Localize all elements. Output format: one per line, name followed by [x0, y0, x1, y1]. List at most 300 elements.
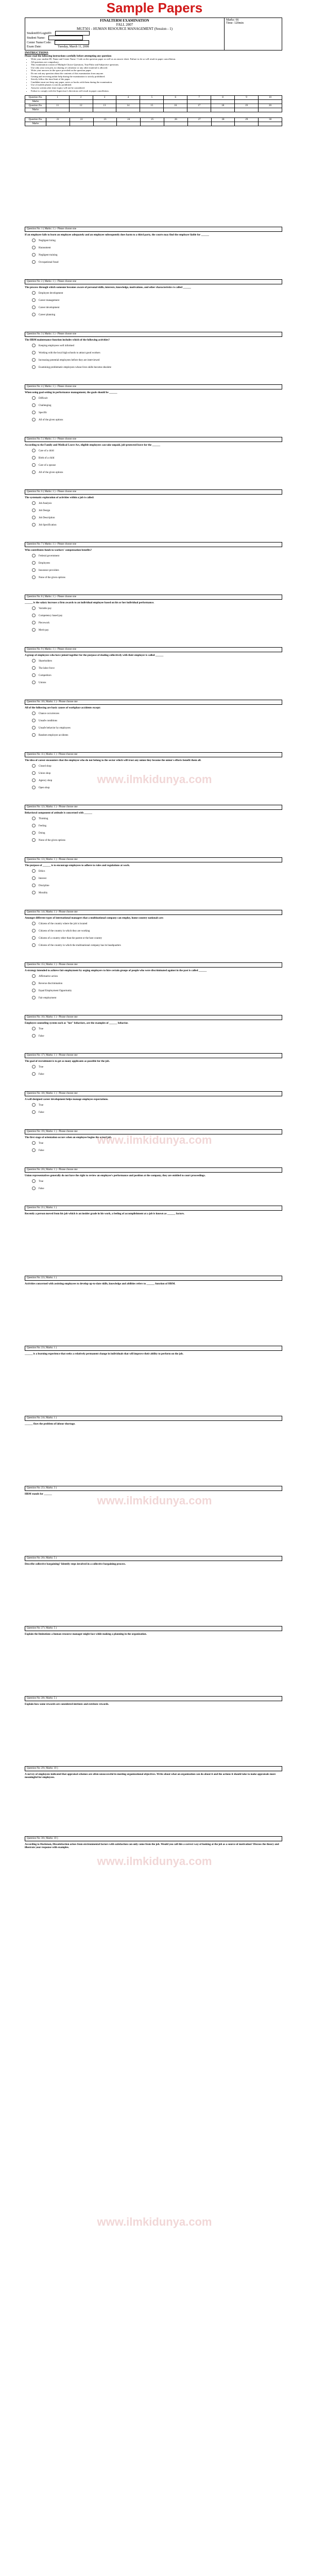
answer-option-label: Interest: [39, 877, 46, 880]
question-text: According to the Family and Medical Leave Act, eligible employees can take unpaid, job-protected leave for the ______: [25, 444, 161, 447]
answer-option[interactable]: [25, 928, 282, 935]
answer-option[interactable]: [25, 868, 282, 875]
radio-button-icon[interactable]: [32, 306, 36, 309]
answer-option[interactable]: [25, 980, 282, 988]
answer-option-label: Care of a spouse: [39, 464, 56, 467]
answer-option-label: True: [39, 1104, 44, 1107]
answer-option-label: None of the given options: [39, 839, 65, 842]
answer-option-label: Union shop: [39, 772, 51, 775]
answer-option-label: Working with the local high schools to attract good workers: [39, 352, 100, 354]
answer-option[interactable]: [25, 665, 282, 672]
answer-option-label: False: [39, 1111, 44, 1114]
answer-option[interactable]: [25, 402, 282, 410]
answer-option[interactable]: [25, 507, 282, 515]
exam-date-field: Exam Date: Tuesday, March 11, 2008: [27, 45, 89, 48]
answer-option[interactable]: [25, 1102, 282, 1109]
answer-option-label: Job Specification: [39, 524, 57, 527]
exam-title: FINALTERM EXAMINATION: [100, 19, 149, 23]
answer-option[interactable]: [25, 605, 282, 613]
answer-option-label: Citizens of the country where the job is located: [39, 923, 88, 925]
radio-button-icon[interactable]: [32, 628, 36, 632]
question-block: [25, 227, 282, 266]
answer-option-label: Unions: [39, 682, 46, 684]
question-block: [25, 1053, 282, 1078]
answer-option[interactable]: [25, 515, 282, 522]
radio-button-icon[interactable]: [32, 981, 36, 985]
answer-option[interactable]: [25, 245, 282, 252]
answer-option-label: Open shop: [39, 787, 50, 789]
watermark-text: www.ilmkidunya.com: [97, 2215, 212, 2228]
question-block: [25, 1836, 282, 1850]
radio-button-icon[interactable]: [32, 606, 36, 610]
question-text: Amongst different types of international managers that a multinational company can employ, home country nationals are:: [25, 917, 164, 920]
instructions-list: [25, 58, 282, 92]
answer-option[interactable]: [25, 942, 282, 950]
question-block: [25, 384, 282, 424]
question-header: Question No: 2 ( Marks: 1 ) - Please choose one: [25, 279, 282, 284]
radio-button-icon[interactable]: [32, 621, 36, 624]
question-text: The HRM maintenance function includes which of the following activities?: [25, 338, 110, 342]
question-text: According to Hackman, Dissatisfaction arises from environmental factors with satisfaction can only come from the job. Would you call this a correct way of looking at the job as a source of motivation? Discuss the theory and illustrate your response with examples.: [25, 1843, 279, 1849]
answer-option[interactable]: [25, 500, 282, 507]
answer-option-label: Reverse discrimination: [39, 982, 63, 985]
sample-papers-banner: [0, 0, 309, 15]
radio-button-icon[interactable]: [32, 358, 36, 362]
question-block: [25, 805, 282, 844]
answer-option[interactable]: [25, 252, 282, 259]
answer-option-label: False: [39, 1188, 44, 1190]
answer-option[interactable]: [25, 410, 282, 417]
instruction-item: • Answers written after time expiry will not be considered.: [31, 87, 282, 90]
answer-option[interactable]: [25, 417, 282, 424]
answer-option[interactable]: [25, 259, 282, 266]
answer-option-label: None of the given options: [39, 577, 65, 579]
answer-option-label: Variable pay: [39, 607, 52, 610]
question-text: HRM stands for ______: [25, 1493, 52, 1496]
question-text: A strategy intended to achieve fair employment by urging employers to hire certain groups of people who were discriminated against in the past is called ______: [25, 969, 207, 972]
question-text: Who contributes funds to workers' compensation benefits?: [25, 549, 92, 552]
question-text: A survey of employees indicated that appraisal schemes are often unsuccessful in meeting organizational objectives. Write about what an organization can do about it and the actions it should take to make appraisals more meaningful for employees.: [25, 1773, 276, 1779]
question-block: [25, 1346, 282, 1357]
center-name-field[interactable]: Center Name/Code:: [27, 40, 222, 45]
answer-option[interactable]: [25, 312, 282, 319]
banner-title: Sample Papers: [106, 0, 203, 15]
answer-option[interactable]: [25, 448, 282, 455]
answer-option[interactable]: [25, 395, 282, 402]
question-header: Question No: 28 ( Marks: 5 ): [25, 1696, 282, 1701]
course-name: MGT501 - HUMAN RESOURCE MANAGEMENT (Session - 1): [77, 27, 173, 31]
answer-option-label: Difficult: [39, 397, 48, 400]
radio-button-icon[interactable]: [32, 403, 36, 407]
question-header: Question No: 22 ( Marks: 1 ): [25, 1276, 282, 1281]
answer-option[interactable]: [25, 1109, 282, 1116]
answer-option[interactable]: [25, 1033, 282, 1040]
question-text: Recently a person moved from his job which is an insider grade in his work, a feeling of accomplishment at a job is known as ______ factors.: [25, 1212, 185, 1215]
instruction-item: • Write your student ID, Name and Center Name / Code on the question paper as well as on answer sheet. Failure to do so will result in paper cancellation.: [31, 58, 282, 61]
answer-option-label: Competency based pay: [39, 615, 63, 617]
answer-option[interactable]: [25, 672, 282, 680]
radio-button-icon[interactable]: [32, 817, 36, 820]
exam-header: [25, 18, 282, 126]
answer-option[interactable]: [25, 455, 282, 462]
radio-button-icon[interactable]: [32, 876, 36, 880]
answer-option[interactable]: [25, 732, 282, 739]
instruction-item: • Failure to comply with the Supervisor's directions will result in paper cancellation.: [31, 90, 282, 93]
question-header: Question No: 27 ( Marks: 5 ): [25, 1626, 282, 1631]
answer-option-label: Keeping employees well informed: [39, 345, 75, 347]
radio-button-icon[interactable]: [32, 260, 36, 264]
radio-button-icon[interactable]: [32, 365, 36, 369]
answer-option-label: Citizens of the country in which the multinational company has its headquarters: [39, 944, 121, 947]
radio-button-icon[interactable]: [32, 575, 36, 579]
answer-option[interactable]: [25, 357, 282, 364]
question-header: Question No: 9 ( Marks: 1 ) - Please choose one: [25, 647, 282, 652]
radio-button-icon[interactable]: [32, 824, 36, 827]
radio-button-icon[interactable]: [32, 396, 36, 400]
question-text: ______ fixes the problem of labour shortage.: [25, 1422, 76, 1426]
answer-option-label: False: [39, 1149, 44, 1152]
instruction-item: • All questions are compulsory.: [31, 61, 282, 64]
question-text: Employee counseling system such as "hot" behaviors, are the examples of ______ behavior.: [25, 1022, 129, 1025]
answer-option-label: Unsafe conditions: [39, 720, 58, 722]
radio-button-icon[interactable]: [32, 681, 36, 684]
question-header: Question No: 7 ( Marks: 1 ) - Please choose one: [25, 542, 282, 547]
answer-option-label: Harassment: [39, 247, 51, 249]
answer-option-label: Feeling: [39, 825, 46, 827]
question-header: Question No: 14 ( Marks: 1 ) - Please choose one: [25, 910, 282, 915]
question-block: [25, 1015, 282, 1040]
question-text: The idea of career encounters that the employee who do not belong to the sector which will trust any union they become the union's efforts benefit them all.: [25, 759, 201, 762]
answer-option[interactable]: [25, 883, 282, 890]
answer-option[interactable]: [25, 710, 282, 718]
radio-button-icon[interactable]: [32, 666, 36, 670]
question-text: Explain how some rewards are considered intrinsic and extrinsic rewards.: [25, 1703, 109, 1706]
answer-option-label: Thinking: [39, 818, 48, 820]
answer-option[interactable]: [25, 553, 282, 560]
answer-option[interactable]: [25, 658, 282, 665]
answer-option-label: Negligent training: [39, 254, 58, 257]
question-block: [25, 1766, 282, 1780]
question-text: The systematic exploration of activities within a job is called:: [25, 496, 94, 499]
radio-button-icon[interactable]: [32, 418, 36, 421]
question-block: [25, 542, 282, 582]
question-text: Describe collective bargaining? Identify steps involved in a collective bargaining process.: [25, 1563, 126, 1566]
radio-button-icon[interactable]: [32, 298, 36, 302]
radio-button-icon[interactable]: [32, 786, 36, 789]
answer-option-label: True: [39, 1142, 44, 1145]
radio-button-icon[interactable]: [32, 501, 36, 505]
radio-button-icon[interactable]: [32, 554, 36, 557]
question-header: Question No: 17 ( Marks: 1 ) - Please choose one: [25, 1053, 282, 1058]
student-id-field[interactable]: StudentID/LoginID:: [27, 31, 222, 36]
answer-option-label: True: [39, 1180, 44, 1183]
radio-button-icon[interactable]: [32, 1065, 36, 1069]
question-header: Question No: 18 ( Marks: 1 ) - Please choose one: [25, 1091, 282, 1096]
watermark-text: www.ilmkidunya.com: [97, 1133, 212, 1146]
radio-button-icon[interactable]: [32, 838, 36, 842]
radio-button-icon[interactable]: [32, 523, 36, 527]
answer-option-label: Discipline: [39, 885, 49, 887]
answer-option-label: Employee development: [39, 292, 63, 295]
question-block: [25, 1556, 282, 1567]
answer-option-label: Closed shop: [39, 765, 52, 768]
question-block: [25, 595, 282, 634]
radio-button-icon[interactable]: [32, 989, 36, 992]
instructions-intro: Please read the following instructions carefully before attempting any question:: [25, 55, 112, 58]
radio-button-icon[interactable]: [32, 764, 36, 768]
answer-option[interactable]: [25, 1185, 282, 1193]
answer-option[interactable]: [25, 935, 282, 942]
question-header: Question No: 13 ( Marks: 1 ) - Please choose one: [25, 857, 282, 862]
answer-option[interactable]: [25, 627, 282, 634]
answer-option-label: Care of a child: [39, 450, 54, 452]
answer-option-label: Citizens of the country in which they are working: [39, 930, 90, 933]
question-header: Question No: 5 ( Marks: 1 ) - Please choose one: [25, 437, 282, 442]
radio-button-icon[interactable]: [32, 1103, 36, 1107]
answer-option-label: Challenging: [39, 404, 52, 407]
radio-button-icon[interactable]: [32, 869, 36, 873]
question-block: [25, 437, 282, 477]
answer-option[interactable]: [25, 290, 282, 297]
radio-button-icon[interactable]: [32, 1072, 36, 1076]
question-header: Question No: 3 ( Marks: 1 ) - Please choose one: [25, 332, 282, 337]
instruction-item: • Write your answers in the space provided on the question paper.: [31, 69, 282, 72]
radio-button-icon[interactable]: [32, 659, 36, 663]
answer-option-label: Unsafe behavior by employees: [39, 727, 71, 730]
question-block: [25, 1276, 282, 1286]
answer-option-label: Competitors: [39, 674, 52, 677]
marks-label: Marks: 66: [226, 19, 239, 22]
answer-option[interactable]: [25, 995, 282, 1002]
answer-option[interactable]: [25, 567, 282, 574]
answer-option[interactable]: [25, 988, 282, 995]
question-header: Question No: 23 ( Marks: 1 ): [25, 1346, 282, 1351]
question-text: ______ is a learning experience that seeks a relatively permanent change in individuals that will improve their ability to perform on the job.: [25, 1352, 184, 1355]
answer-option[interactable]: [25, 1178, 282, 1185]
radio-button-icon[interactable]: [32, 246, 36, 249]
answer-option[interactable]: [25, 574, 282, 582]
answer-option[interactable]: [25, 613, 282, 620]
radio-button-icon[interactable]: [32, 291, 36, 295]
radio-button-icon[interactable]: [32, 456, 36, 460]
answer-option[interactable]: [25, 680, 282, 687]
radio-button-icon[interactable]: [32, 726, 36, 730]
radio-button-icon[interactable]: [32, 711, 36, 715]
question-text: All of the following are basic causes of workplace accidents except:: [25, 706, 101, 709]
answer-option[interactable]: [25, 725, 282, 732]
answer-option-label: Affirmative action: [39, 975, 58, 978]
instruction-item: • Getting and receiving unfair help during the examination is strictly prohibited.: [31, 75, 282, 78]
answer-option-label: Fair employment: [39, 997, 57, 999]
radio-button-icon[interactable]: [32, 1110, 36, 1114]
radio-button-icon[interactable]: [32, 974, 36, 978]
answer-option[interactable]: [25, 350, 282, 357]
radio-button-icon[interactable]: [32, 891, 36, 894]
radio-button-icon[interactable]: [32, 1148, 36, 1152]
answer-option-label: Job Description: [39, 517, 55, 519]
watermark-text: www.ilmkidunya.com: [97, 1494, 212, 1507]
student-name-field[interactable]: Student Name:: [27, 36, 222, 40]
question-text: A group of employees who have joined together for the purpose of dealing collectively with their employer is called ______: [25, 654, 164, 657]
answer-option-label: Piecework: [39, 622, 50, 624]
question-block: [25, 489, 282, 529]
answer-option[interactable]: [25, 297, 282, 304]
answer-option[interactable]: [25, 522, 282, 529]
radio-button-icon[interactable]: [32, 1179, 36, 1183]
question-text: The process through which someone becomes aware of personal skills, interests, knowledge, motivations, and other characteristics is called ______: [25, 286, 191, 289]
answer-option[interactable]: [25, 875, 282, 883]
answer-option-label: False: [39, 1073, 44, 1076]
radio-button-icon[interactable]: [32, 351, 36, 354]
exam-term: FALL 2007: [116, 23, 133, 27]
question-header: Question No: 4 ( Marks: 1 ) - Please choose one: [25, 384, 282, 389]
instruction-item: • Strictly follow the time limit of the paper.: [31, 78, 282, 81]
answer-option[interactable]: [25, 364, 282, 371]
answer-option-label: Doing: [39, 832, 45, 835]
radio-button-icon[interactable]: [32, 239, 36, 242]
question-block: [25, 1167, 282, 1193]
answer-option-label: True: [39, 1028, 44, 1030]
question-header: Question No: 29 ( Marks: 10 ): [25, 1766, 282, 1771]
answer-option[interactable]: [25, 1064, 282, 1071]
answer-option[interactable]: [25, 620, 282, 627]
radio-button-icon[interactable]: [32, 470, 36, 474]
answer-option[interactable]: [25, 1147, 282, 1155]
radio-button-icon[interactable]: [32, 411, 36, 414]
answer-option-label: Career management: [39, 299, 60, 302]
radio-button-icon[interactable]: [32, 568, 36, 572]
question-header: Question No: 20 ( Marks: 1 ) - Please choose one: [25, 1167, 282, 1173]
answer-option[interactable]: [25, 304, 282, 312]
instruction-item: • Use of mobile phones is strictly prohibited.: [31, 83, 282, 87]
answer-option-label: Birth of a child: [39, 457, 55, 460]
answer-option[interactable]: [25, 890, 282, 897]
answer-option-label: Morality: [39, 892, 48, 894]
question-header: Question No: 6 ( Marks: 1 ) - Please choose one: [25, 489, 282, 495]
question-text: Behavioral component of attitude is concerned with ______: [25, 811, 92, 815]
radio-button-icon[interactable]: [32, 463, 36, 467]
answer-option-label: Shareholders: [39, 660, 53, 663]
radio-button-icon[interactable]: [32, 614, 36, 617]
answer-option-label: Equal Employment Opportunity: [39, 990, 72, 992]
answer-option-label: Merit pay: [39, 629, 49, 632]
answer-option[interactable]: [25, 343, 282, 350]
answer-option-label: Insurance providers: [39, 569, 59, 572]
instruction-item: • Candidate must not keep any paper, notes or books with them during the examination.: [31, 81, 282, 84]
question-header: Question No: 26 ( Marks: 5 ): [25, 1556, 282, 1561]
radio-button-icon[interactable]: [32, 516, 36, 519]
question-header: Question No: 10 ( Marks: 1 ) - Please choose one: [25, 700, 282, 705]
answer-option-label: Career development: [39, 307, 60, 309]
answer-option-label: Ethics: [39, 870, 45, 873]
question-block: [25, 910, 282, 950]
answer-option[interactable]: [25, 462, 282, 469]
answer-option[interactable]: [25, 1026, 282, 1033]
header-table: [25, 18, 282, 50]
radio-button-icon[interactable]: [32, 344, 36, 347]
answer-option[interactable]: [25, 830, 282, 837]
question-text: The purpose of ______ is to encourage employees to adhere to rules and regulations at work.: [25, 864, 130, 867]
answer-option-label: Federal government: [39, 555, 60, 557]
question-text: ______ is the salary increase a firm awards to an individual employee based on his or her individual performance.: [25, 601, 154, 604]
radio-button-icon[interactable]: [32, 936, 36, 940]
answer-option-label: Job Design: [39, 510, 50, 512]
question-block: [25, 700, 282, 739]
answer-option[interactable]: [25, 921, 282, 928]
answer-option[interactable]: [25, 238, 282, 245]
question-text: If an employee fails to learn an employee adequately and an employee subsequently does harm to a third party, the courts may find the employer liable for ______: [25, 233, 210, 236]
radio-button-icon[interactable]: [32, 253, 36, 257]
answer-option[interactable]: [25, 973, 282, 980]
answer-option[interactable]: [25, 1071, 282, 1078]
radio-button-icon[interactable]: [32, 1187, 36, 1190]
radio-button-icon[interactable]: [32, 922, 36, 925]
radio-button-icon[interactable]: [32, 719, 36, 722]
answer-option-label: Examining problematic employees whose lives skills become obsolete: [39, 366, 111, 369]
radio-button-icon[interactable]: [32, 733, 36, 737]
radio-button-icon[interactable]: [32, 509, 36, 512]
watermark-text: www.ilmkidunya.com: [97, 773, 212, 786]
answer-option-label: Occupational fraud: [39, 261, 59, 264]
question-block: [25, 1416, 282, 1427]
answer-option-label: Increasing potential employees before they are interviewed: [39, 359, 100, 362]
radio-button-icon[interactable]: [32, 1034, 36, 1038]
radio-button-icon[interactable]: [32, 831, 36, 835]
radio-button-icon[interactable]: [32, 996, 36, 999]
radio-button-icon[interactable]: [32, 673, 36, 677]
question-header: Question No: 25 ( Marks: 3 ): [25, 1486, 282, 1491]
radio-button-icon[interactable]: [32, 561, 36, 565]
question-header: Question No: 24 ( Marks: 1 ): [25, 1416, 282, 1421]
question-header: Question No: 11 ( Marks: 1 ) - Please choose one: [25, 752, 282, 757]
answer-option[interactable]: [25, 469, 282, 477]
answer-option-label: Specific: [39, 412, 47, 414]
answer-option[interactable]: [25, 837, 282, 844]
question-text: Explain the limitations a human resource manager might face while making a planning in the organization.: [25, 1633, 147, 1636]
question-header: Question No: 19 ( Marks: 1 ) - Please choose one: [25, 1129, 282, 1134]
radio-button-icon[interactable]: [32, 929, 36, 933]
answer-option-label: Chance occurrences: [39, 713, 60, 715]
answer-option[interactable]: [25, 763, 282, 770]
question-text: When using goal setting in performance management, the goals should be ______: [25, 391, 117, 394]
answer-option[interactable]: [25, 816, 282, 823]
answer-option[interactable]: [25, 718, 282, 725]
question-text: Activities concerned with assisting employees to develop up-to-date skills, knowledge and abilities refers to ______ function of HRM.: [25, 1282, 176, 1285]
radio-button-icon[interactable]: [32, 943, 36, 947]
marks-grid-2: Question No. 21 22 23 24 25 26 27 28 29 30 Marks: [25, 117, 282, 126]
radio-button-icon[interactable]: [32, 884, 36, 887]
marks-grid: Question No. 1 2 3 4 5 6 7 8 9 10 Marks Question No. 11 12 13 14 15 16 17 18 19 20 Marks: [25, 95, 282, 112]
question-header: Question No: 1 ( Marks: 1 ) - Please choose one: [25, 227, 282, 232]
answer-option-label: Citizens of a country other than the parent or the host country: [39, 937, 102, 940]
question-header: Question No: 8 ( Marks: 1 ) - Please choose one: [25, 595, 282, 600]
question-text: The goal of recruitment is to get as many applicants as possible for the job.: [25, 1060, 110, 1063]
question-header: Question No: 15 ( Marks: 1 ) - Please choose one: [25, 962, 282, 968]
radio-button-icon[interactable]: [32, 1027, 36, 1030]
answer-option[interactable]: [25, 560, 282, 567]
question-block: [25, 1696, 282, 1707]
radio-button-icon[interactable]: [32, 313, 36, 316]
answer-option-label: Employees: [39, 562, 50, 565]
time-label: Time: 120min: [226, 22, 244, 25]
question-block: [25, 1091, 282, 1116]
question-text: Union representatives generally do not have the right to review an employee's performance and position at the company, they are entitled to court proceedings.: [25, 1174, 205, 1177]
answer-option[interactable]: [25, 823, 282, 830]
question-header: Question No: 21 ( Marks: 1 ): [25, 1206, 282, 1211]
radio-button-icon[interactable]: [32, 449, 36, 452]
instruction-item: • This examination consist of Multiple Choice Questions, True/False and Subjective questions.: [31, 63, 282, 66]
answer-option-label: False: [39, 1035, 44, 1038]
